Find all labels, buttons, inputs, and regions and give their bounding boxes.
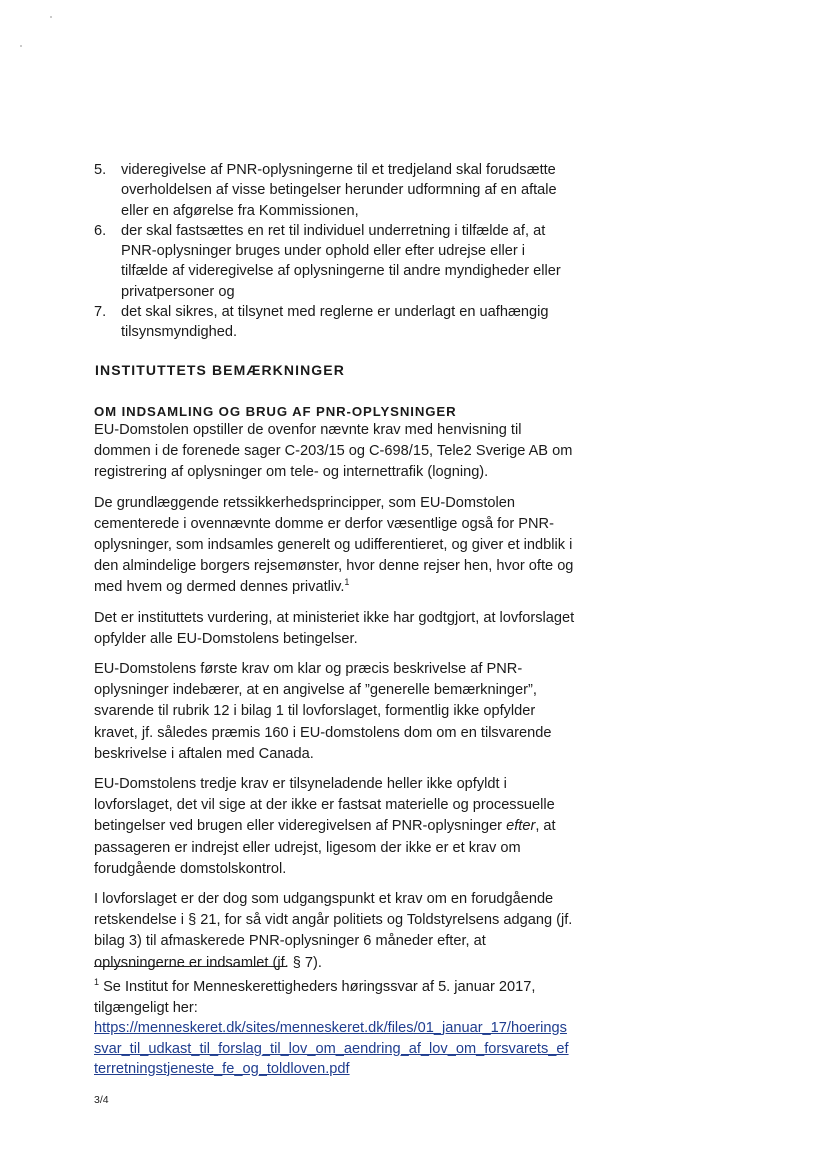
subsection-heading: OM INDSAMLING OG BRUG AF PNR-OPLYSNINGER bbox=[94, 404, 457, 419]
paragraph-tele2: EU-Domstolen opstiller de ovenfor nævnte krav med henvisning til dommen i de forenede sager C-203/15 og C-698/15, Tele2 Sverige AB om registrering af oplysninger om tele- og internettrafik (logning). bbox=[94, 422, 573, 481]
footnote-number: 1 bbox=[94, 977, 100, 988]
paragraph-principles bbox=[94, 493, 578, 599]
paragraph-third-text-a: EU-Domstolens tredje krav er tilsyneladende heller ikke opfyldt i lovforslaget, det vil sige at der ikke er fastsat materielle og processuelle betingelser ved brugen eller videregivelsen af PNR-oplysninger bbox=[94, 776, 555, 835]
paragraph-first-requirement: EU-Domstolens første krav om klar og præcis beskrivelse af PNR-oplysninger indebærer, at en angivelse af ”generelle bemærkninger”, svarende til rubrik 12 i bilag 1 til lovforslaget, formentlig ikke opfylder kravet, jf. således præmis 160 i EU-domstolens dom om en tilsvarende beskrivelse i aftalen med Canada. bbox=[94, 661, 552, 762]
list-item bbox=[94, 221, 574, 302]
page-number: 3/4 bbox=[94, 1094, 109, 1106]
paragraph-assessment: Det er instituttets vurdering, at ministeriet ikke har godtgjort, at lovforslaget opfylder alle EU-Domstolens betingelser. bbox=[94, 609, 575, 647]
footnote bbox=[94, 977, 570, 1080]
requirements-list bbox=[94, 160, 574, 343]
list-item-number: 7. bbox=[94, 304, 107, 321]
scan-speck bbox=[20, 45, 22, 47]
list-item-number: 5. bbox=[94, 162, 107, 178]
paragraph-court-order: I lovforslaget er der dog som udgangspunkt et krav om en forudgående retskendelse i § 21, for så vidt angår politiets og Toldstyrelsens adgang (jf. bilag 3) til afmaskerede PNR-oplysninger 6 måneder efter, at oplysningerne er indsamlet (jf. § 7). bbox=[94, 891, 573, 971]
list-item bbox=[94, 302, 574, 343]
section-heading: INSTITUTTETS BEMÆRKNINGER bbox=[95, 362, 345, 378]
paragraph-principles-text: De grundlæggende retssikkerhedsprincipper, som EU-Domstolen cementerede i ovennævnte domme er derfor væsentlige også for PNR-oplysninger, som indsamles generelt og udifferentieret, og giver et indblik i den almindelige borgers rejsemønster, hvor denne rejser hen, hvor ofte og med hvem og dermed dennes privatliv. bbox=[94, 494, 574, 596]
section-body bbox=[94, 403, 578, 983]
footnote-link[interactable]: https://menneskeret.dk/sites/menneskeret.dk/files/01_januar_17/hoeringssvar_til_udkast_til_forslag_til_lov_om_aendring_af_lov_om_forsvarets_efterretningstjeneste_fe_og_toldloven.pdf bbox=[94, 1020, 569, 1077]
list-item-text: videregivelse af PNR-oplysningerne til et tredjeland skal forudsætte overholdelsen af visse betingelser herunder udformning af en aftale eller en afgørelse fra Kommissionen, bbox=[121, 162, 557, 219]
paragraph-third-requirement bbox=[94, 774, 578, 880]
list-item-text: det skal sikres, at tilsynet med reglerne er underlagt en uafhængig tilsynsmyndighed. bbox=[121, 304, 549, 341]
paragraph-third-text-b: , at passageren er indrejst eller udrejst, ligesom der ikke er et krav om forudgående domstolskontrol. bbox=[94, 818, 556, 877]
emphasis-efter: efter bbox=[506, 818, 536, 835]
footnote-divider bbox=[94, 966, 286, 967]
list-item-text: der skal fastsættes en ret til individuel underretning i tilfælde af, at PNR-oplysninger bruges under ophold eller efter udrejse eller i tilfælde af videregivelse af oplysningerne til andre myndigheder eller privatpersoner og bbox=[121, 222, 561, 300]
footnote-text: Se Institut for Menneskerettigheders høringssvar af 5. januar 2017, tilgængeligt her: bbox=[94, 979, 536, 1016]
list-item-number: 6. bbox=[94, 222, 107, 239]
list-item bbox=[94, 160, 574, 221]
scan-speck bbox=[50, 16, 52, 18]
footnote-reference[interactable]: 1 bbox=[344, 577, 350, 588]
